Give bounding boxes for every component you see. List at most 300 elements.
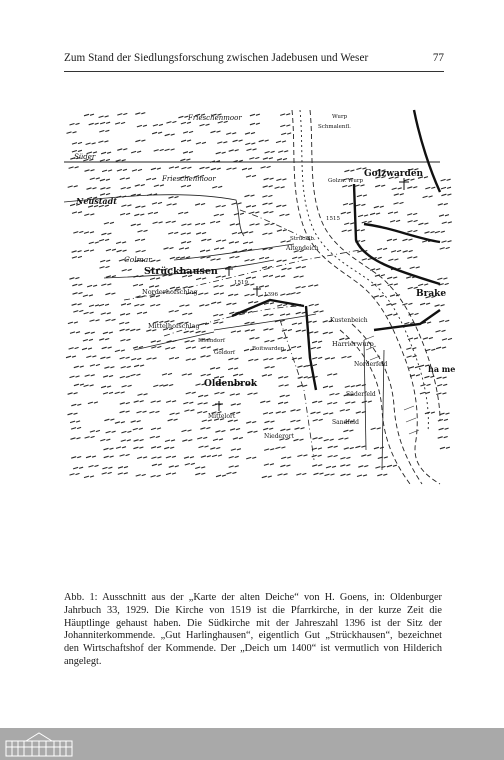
marsh-tuft: [282, 330, 292, 332]
marsh-tuft: [104, 367, 114, 369]
marsh-tuft: [117, 113, 127, 115]
marsh-tuft: [99, 239, 109, 241]
marsh-tuft: [166, 221, 176, 223]
marsh-tuft: [394, 202, 404, 204]
marsh-tuft: [214, 248, 224, 250]
marsh-tuft: [229, 456, 239, 458]
marsh-tuft: [101, 152, 111, 154]
marsh-tuft: [358, 215, 368, 217]
marsh-tuft: [294, 276, 304, 278]
marsh-tuft: [277, 357, 287, 359]
marsh-tuft: [101, 233, 111, 235]
marsh-tuft: [151, 447, 161, 449]
marsh-tuft: [312, 341, 322, 343]
marsh-tuft: [312, 465, 322, 467]
marsh-tuft: [232, 232, 242, 234]
marsh-tuft: [211, 168, 221, 170]
marsh-tuft: [169, 167, 179, 169]
marsh-tuft: [120, 357, 130, 359]
marsh-tuft: [73, 467, 83, 469]
marsh-tuft: [212, 186, 222, 188]
marsh-tuft: [182, 430, 192, 432]
marsh-tuft: [119, 322, 129, 324]
marsh-tuft: [246, 175, 256, 177]
marsh-tuft: [311, 412, 321, 414]
marsh-tuft: [89, 242, 99, 244]
marsh-tuft: [70, 473, 80, 475]
marsh-tuft: [439, 428, 449, 430]
marsh-tuft: [89, 465, 99, 467]
header-rule: [64, 71, 444, 72]
marsh-tuft: [106, 249, 116, 251]
marsh-tuft: [198, 395, 208, 397]
marsh-tuft: [263, 428, 273, 430]
marsh-tuft: [281, 457, 291, 459]
marsh-tuft: [100, 188, 110, 190]
marsh-tuft: [312, 357, 322, 359]
marsh-tuft: [182, 313, 192, 315]
marsh-tuft: [298, 377, 308, 379]
marsh-tuft: [248, 431, 258, 433]
marsh-tuft: [226, 133, 236, 135]
marsh-tuft: [116, 160, 126, 162]
marsh-tuft: [344, 448, 354, 450]
marsh-tuft: [407, 356, 417, 358]
marsh-tuft: [418, 223, 428, 225]
marsh-tuft: [435, 231, 445, 233]
marsh-tuft: [201, 239, 211, 241]
marsh-tuft: [323, 332, 333, 334]
marsh-tuft: [165, 149, 175, 151]
marsh-tuft: [130, 329, 140, 331]
marsh-tuft: [441, 179, 451, 181]
marsh-tuft: [116, 242, 126, 244]
map-label-elsendorf: Elsendorf: [198, 338, 225, 344]
marsh-tuft: [83, 339, 93, 341]
marsh-tuft: [231, 331, 241, 333]
map-label-oldenbrok: Oldenbrok: [204, 379, 258, 389]
marsh-tuft: [116, 447, 126, 449]
marsh-tuft: [214, 293, 224, 295]
marsh-tuft: [102, 170, 112, 172]
marsh-tuft: [342, 230, 352, 232]
marsh-tuft: [137, 411, 147, 413]
marsh-tuft: [263, 329, 273, 331]
marsh-tuft: [441, 187, 451, 189]
marsh-tuft: [213, 439, 223, 441]
marsh-tuft: [323, 413, 333, 415]
marsh-tuft: [195, 473, 205, 475]
marsh-tuft: [150, 260, 160, 262]
marsh-tuft: [198, 293, 208, 295]
marsh-tuft: [201, 374, 211, 376]
marsh-tuft: [362, 258, 372, 260]
marsh-tuft: [277, 159, 287, 161]
marsh-tuft: [154, 185, 164, 187]
map-label-brake: Brake: [416, 289, 447, 299]
marsh-tuft: [328, 455, 338, 457]
marsh-tuft: [264, 340, 274, 342]
marsh-tuft: [166, 401, 176, 403]
figure-caption: [64, 592, 442, 669]
marsh-tuft: [101, 284, 111, 286]
marsh-tuft: [74, 384, 84, 386]
marsh-tuft: [296, 330, 306, 332]
marsh-tuft: [195, 467, 205, 469]
marsh-tuft: [102, 472, 112, 474]
marsh-tuft: [418, 284, 428, 286]
marsh-tuft: [69, 278, 79, 280]
marsh-tuft: [280, 125, 290, 127]
marsh-tuft: [263, 186, 273, 188]
marsh-tuft: [131, 224, 141, 226]
marsh-tuft: [120, 329, 130, 331]
marsh-tuft: [71, 457, 81, 459]
marsh-tuft: [229, 256, 239, 258]
marsh-tuft: [100, 194, 110, 196]
marsh-tuft: [105, 293, 115, 295]
marsh-tuft: [136, 474, 146, 476]
marsh-tuft: [72, 284, 82, 286]
marsh-tuft: [68, 186, 78, 188]
marsh-tuft: [100, 357, 110, 359]
marsh-tuft: [279, 214, 289, 216]
map-label-altendeich: Altendeich: [286, 245, 319, 252]
map-label-frieschenmoor: Frieschenmoor: [162, 175, 216, 183]
marsh-tuft: [280, 114, 290, 116]
marsh-tuft: [163, 385, 173, 387]
marsh-tuft: [184, 457, 194, 459]
marsh-tuft: [250, 114, 260, 116]
marsh-tuft: [88, 402, 98, 404]
marsh-tuft: [263, 275, 273, 277]
marsh-tuft: [233, 374, 243, 376]
marsh-tuft: [276, 412, 286, 414]
marsh-tuft: [103, 332, 113, 334]
map-label-harrierwurp: Harrierwurp: [332, 340, 374, 348]
marsh-tuft: [314, 473, 324, 475]
marsh-tuft: [277, 304, 287, 306]
marsh-tuft: [403, 251, 413, 253]
marsh-tuft: [423, 196, 433, 198]
marsh-tuft: [72, 212, 82, 214]
map-label-goldorf: Goldorf: [214, 350, 235, 356]
marsh-tuft: [211, 131, 221, 133]
marsh-tuft: [90, 364, 100, 366]
marsh-tuft: [214, 377, 224, 379]
marsh-tuft: [153, 124, 163, 126]
marsh-tuft: [70, 376, 80, 378]
caption-text: Abb. 1: Ausschnitt aus der „Karte der alten Deiche“ von H. Goens, in: Oldenburger Jahrbuch 33, 1929. Die Kirche von 1519 ist die Pfarrkirche, in der kurze Zeit die Häuptlinge gehaust haben. Die Südkirche mit der Jahreszahl 1396 ist der Sitz der Johanniterkommende. „Gut Harlinghausen“, eigentlich Gut „Strückhausen“, bezeichnet den Wirtschaftshof der Kommende. Der „Deich um 1400“ ist vermutlich von Hilderich angelegt.: [64, 592, 442, 667]
marsh-tuft: [181, 224, 191, 226]
marsh-tuft: [115, 122, 125, 124]
marsh-tuft: [392, 188, 402, 190]
marsh-tuft: [275, 447, 285, 449]
marsh-tuft: [233, 140, 243, 142]
marsh-tuft: [170, 257, 180, 259]
marsh-tuft: [264, 464, 274, 466]
marsh-tuft: [146, 178, 156, 180]
marsh-tuft: [98, 141, 108, 143]
marsh-tuft: [210, 448, 220, 450]
map-label-schmalenfl: Schmalenfl.: [318, 124, 351, 130]
marsh-tuft: [169, 466, 179, 468]
marsh-tuft: [166, 473, 176, 475]
marsh-tuft: [103, 392, 113, 394]
map-label-year-1519: 1519: [234, 280, 248, 286]
marsh-tuft: [210, 221, 220, 223]
marsh-tuft: [280, 465, 290, 467]
marsh-tuft: [340, 465, 350, 467]
map-label-golzw-wurp: Golzw. Wurp: [328, 178, 364, 184]
marsh-tuft: [440, 413, 450, 415]
marsh-tuft: [170, 413, 180, 415]
marsh-tuft: [196, 278, 206, 280]
marsh-tuft: [120, 376, 130, 378]
marsh-tuft: [100, 266, 110, 268]
marsh-tuft: [130, 374, 140, 376]
marsh-tuft: [437, 377, 447, 379]
marsh-tuft: [84, 232, 94, 234]
marsh-tuft: [341, 356, 351, 358]
marsh-tuft: [387, 239, 397, 241]
marsh-tuft: [278, 474, 288, 476]
marsh-tuft: [118, 467, 128, 469]
marsh-tuft: [250, 123, 260, 125]
marsh-tuft: [291, 292, 301, 294]
marsh-tuft: [150, 304, 160, 306]
marsh-tuft: [197, 411, 207, 413]
marsh-tuft: [84, 312, 94, 314]
marsh-tuft: [358, 466, 368, 468]
marsh-tuft: [312, 448, 322, 450]
marsh-tuft: [216, 152, 226, 154]
marsh-tuft: [344, 170, 354, 172]
marsh-tuft: [133, 428, 143, 430]
marsh-tuft: [425, 412, 435, 414]
marsh-tuft: [101, 313, 111, 315]
marsh-tuft: [263, 358, 273, 360]
marsh-tuft: [87, 188, 97, 190]
marsh-tuft: [263, 314, 273, 316]
marsh-tuft: [390, 220, 400, 222]
marsh-tuft: [370, 213, 380, 215]
marsh-tuft: [148, 212, 158, 214]
marsh-tuft: [327, 402, 337, 404]
marsh-tuft: [90, 178, 100, 180]
marsh-tuft: [249, 338, 259, 340]
marsh-tuft: [121, 304, 131, 306]
marsh-tuft: [246, 422, 256, 424]
marsh-tuft: [246, 206, 256, 208]
marsh-tuft: [371, 284, 381, 286]
marsh-tuft: [262, 266, 272, 268]
marsh-tuft: [362, 401, 372, 403]
marsh-tuft: [436, 393, 446, 395]
marsh-tuft: [104, 222, 114, 224]
marsh-tuft: [181, 122, 191, 124]
marsh-tuft: [85, 332, 95, 334]
marsh-tuft: [165, 134, 175, 136]
marsh-tuft: [167, 204, 177, 206]
marsh-tuft: [182, 440, 192, 442]
marsh-hatching: [66, 113, 452, 478]
marsh-tuft: [228, 368, 238, 370]
running-title: Zum Stand der Siedlungsforschung zwischen Jadebusen und Weser: [64, 52, 369, 64]
marsh-tuft: [151, 475, 161, 477]
marsh-tuft: [71, 404, 81, 406]
marsh-tuft: [345, 402, 355, 404]
map-label-sandfeld: Sandfeld: [332, 419, 359, 426]
map-label-golzwarden: Golzwarden: [364, 169, 424, 179]
marsh-tuft: [375, 185, 385, 187]
map-label-struecklb: Strücklb.: [290, 236, 316, 242]
marsh-tuft: [86, 456, 96, 458]
marsh-tuft: [151, 428, 161, 430]
marsh-tuft: [262, 195, 272, 197]
map-label-mittelhofschlag: Mittelhofschlag: [148, 322, 200, 330]
page-number: 77: [432, 52, 444, 64]
marsh-tuft: [438, 419, 448, 421]
marsh-tuft: [86, 143, 96, 145]
marsh-tuft: [69, 347, 79, 349]
marsh-tuft: [230, 429, 240, 431]
marsh-tuft: [120, 454, 130, 456]
marsh-tuft: [84, 385, 94, 387]
marsh-tuft: [338, 438, 348, 440]
marsh-tuft: [242, 168, 252, 170]
marsh-tuft: [374, 296, 384, 298]
marsh-tuft: [290, 420, 300, 422]
marsh-tuft: [407, 257, 417, 259]
marsh-tuft: [121, 440, 131, 442]
marsh-tuft: [211, 302, 221, 304]
marsh-tuft: [311, 347, 321, 349]
marsh-tuft: [212, 455, 222, 457]
marsh-tuft: [136, 250, 146, 252]
marsh-tuft: [247, 149, 257, 151]
marsh-tuft: [374, 206, 384, 208]
marsh-tuft: [99, 130, 109, 132]
marsh-tuft: [84, 114, 94, 116]
marsh-tuft: [355, 446, 365, 448]
marsh-tuft: [90, 320, 100, 322]
marsh-tuft: [230, 224, 240, 226]
marsh-tuft: [169, 310, 179, 312]
marsh-tuft: [73, 310, 83, 312]
marsh-tuft: [103, 376, 113, 378]
marsh-tuft: [184, 331, 194, 333]
historic-dike-map: [64, 110, 456, 484]
marsh-tuft: [213, 314, 223, 316]
map-label-wurp: Wurp: [332, 114, 348, 120]
marsh-tuft: [165, 440, 175, 442]
marsh-tuft: [102, 347, 112, 349]
marsh-tuft: [68, 322, 78, 324]
marsh-tuft: [216, 240, 226, 242]
marsh-tuft: [341, 474, 351, 476]
marsh-tuft: [394, 194, 404, 196]
map-label-year-1396: 1396: [264, 292, 278, 298]
marsh-tuft: [106, 431, 116, 433]
footer-band: [0, 728, 504, 760]
marsh-tuft: [100, 159, 110, 161]
marsh-tuft: [296, 267, 306, 269]
map-label-neustadt: Neustadt: [76, 196, 117, 206]
marsh-tuft: [73, 293, 83, 295]
marsh-tuft: [166, 121, 176, 123]
marsh-tuft: [197, 437, 207, 439]
marsh-tuft: [122, 385, 132, 387]
marsh-tuft: [115, 392, 125, 394]
marsh-tuft: [100, 122, 110, 124]
marsh-tuft: [153, 222, 163, 224]
map-label-kustenbeich: Kustenbeich: [330, 317, 368, 324]
marsh-tuft: [377, 474, 387, 476]
marsh-tuft: [68, 413, 78, 415]
marsh-tuft: [329, 393, 339, 395]
marsh-tuft: [228, 294, 238, 296]
marsh-tuft: [120, 178, 130, 180]
marsh-tuft: [387, 314, 397, 316]
marsh-tuft: [104, 419, 114, 421]
marsh-tuft: [309, 304, 319, 306]
marsh-tuft: [198, 403, 208, 405]
marsh-tuft: [120, 411, 130, 413]
marsh-tuft: [313, 438, 323, 440]
marsh-tuft: [296, 312, 306, 314]
marsh-tuft: [231, 404, 241, 406]
marsh-tuft: [323, 386, 333, 388]
map-label-strueckhausen: Strückhausen: [144, 266, 218, 277]
marsh-tuft: [150, 278, 160, 280]
marsh-tuft: [263, 158, 273, 160]
marsh-tuft: [343, 430, 353, 432]
marsh-tuft: [440, 247, 450, 249]
marsh-tuft: [410, 267, 420, 269]
marsh-tuft: [134, 365, 144, 367]
map-drawing: [64, 110, 456, 484]
marsh-tuft: [227, 168, 237, 170]
marsh-tuft: [169, 197, 179, 199]
marsh-tuft: [245, 259, 255, 261]
marsh-tuft: [245, 133, 255, 135]
marsh-tuft: [355, 185, 365, 187]
map-label-ha-me: ha me: [428, 364, 456, 374]
marsh-tuft: [402, 303, 412, 305]
marsh-tuft: [72, 256, 82, 258]
marsh-tuft: [292, 323, 302, 325]
marsh-tuft: [410, 375, 420, 377]
marsh-tuft: [89, 305, 99, 307]
marsh-tuft: [195, 223, 205, 225]
marsh-tuft: [405, 179, 415, 181]
marsh-tuft: [388, 212, 398, 214]
marsh-tuft: [324, 439, 334, 441]
marsh-tuft: [181, 233, 191, 235]
marsh-tuft: [388, 284, 398, 286]
marsh-tuft: [99, 304, 109, 306]
map-label-boitwarden: Boitwarden: [252, 346, 285, 352]
marsh-tuft: [72, 251, 82, 253]
marsh-tuft: [67, 132, 77, 134]
marsh-tuft: [298, 366, 308, 368]
marsh-tuft: [150, 436, 160, 438]
marsh-tuft: [264, 178, 274, 180]
marsh-tuft: [179, 248, 189, 250]
marsh-tuft: [214, 285, 224, 287]
marsh-tuft: [135, 239, 145, 241]
